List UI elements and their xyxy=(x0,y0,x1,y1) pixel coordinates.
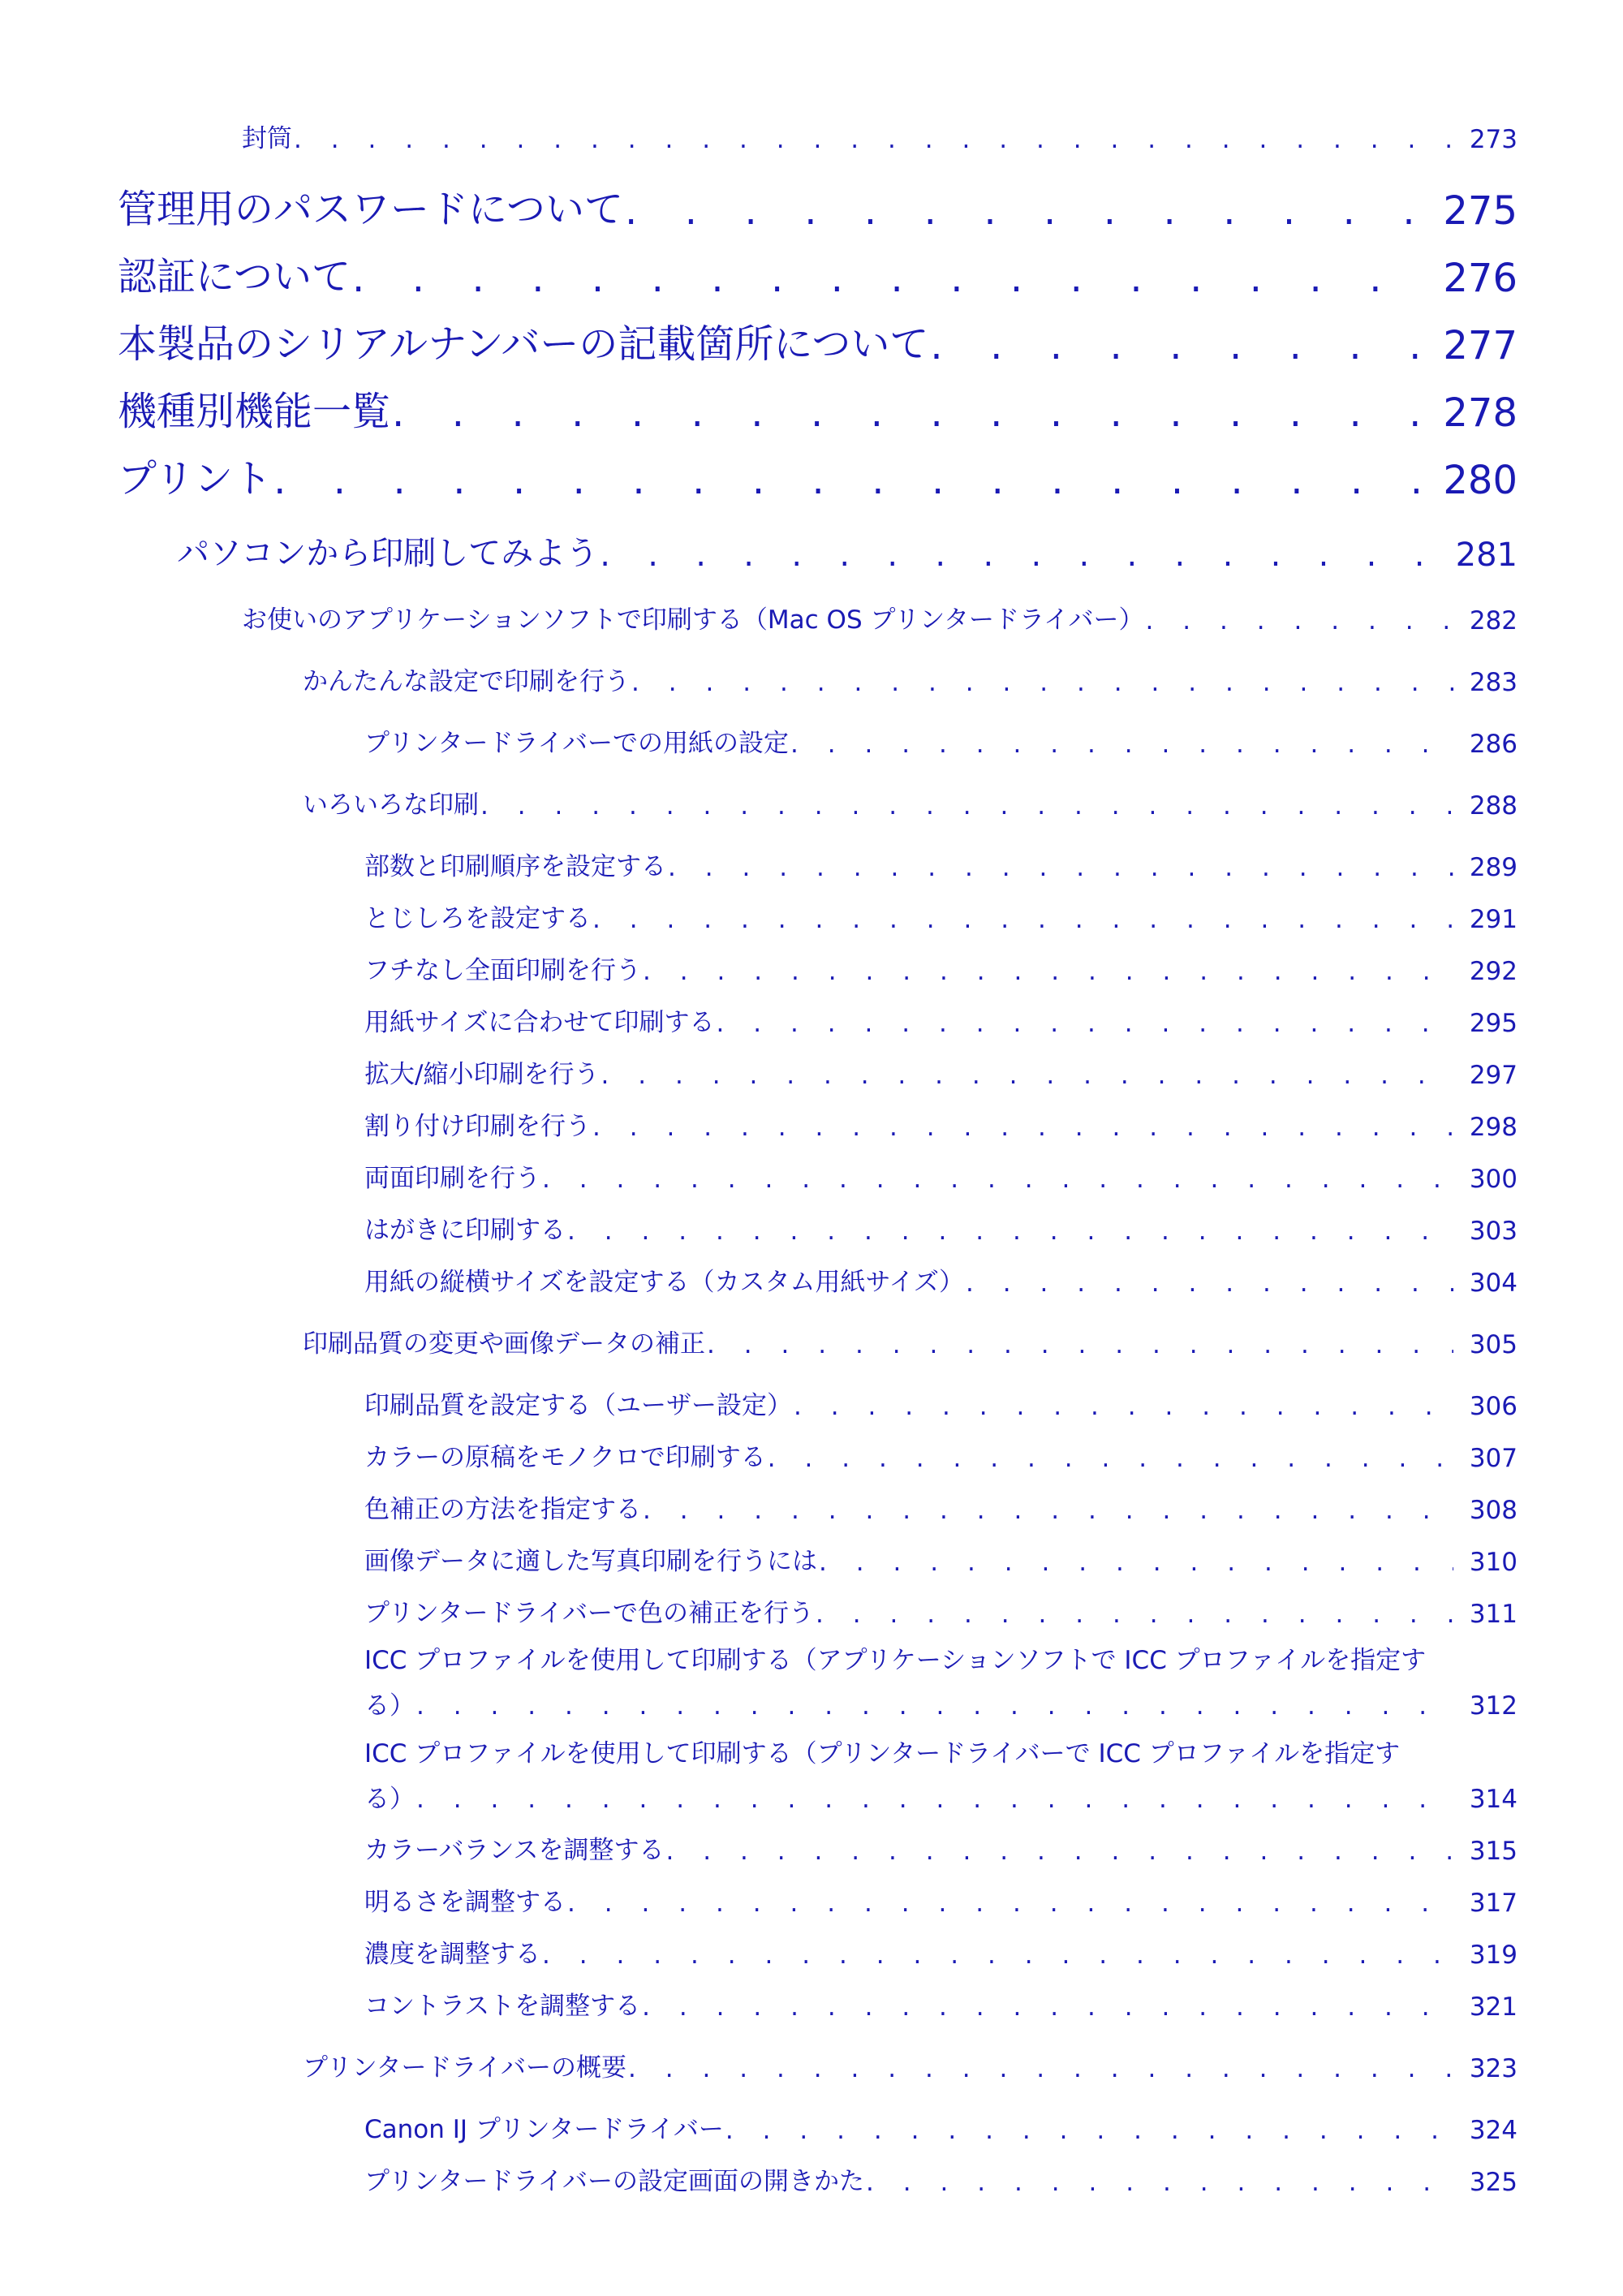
dot-leader xyxy=(601,1061,1453,1090)
toc-entry-title: 色補正の方法を指定する xyxy=(364,1495,641,1524)
toc-entry-title: 認証について xyxy=(118,254,351,299)
dot-leader xyxy=(790,730,1453,759)
toc-entry-title: 印刷品質を設定する（ユーザー設定） xyxy=(364,1391,792,1420)
toc-entry-density[interactable] xyxy=(364,1936,1518,1970)
toc-entry-title: 管理用のパスワードについて xyxy=(118,187,624,232)
toc-page-number: 276 xyxy=(1443,256,1518,301)
toc-entry-title: 機種別機能一覧 xyxy=(118,389,391,434)
toc-entry-borderless[interactable] xyxy=(364,952,1518,986)
toc-page-number: 288 xyxy=(1469,791,1518,821)
dot-leader xyxy=(416,1683,1453,1729)
toc-entry-fit-to-page[interactable] xyxy=(364,1004,1518,1038)
toc-page-number: 273 xyxy=(1469,125,1518,154)
dot-leader xyxy=(643,957,1453,986)
toc-entry-driver-color-correction[interactable] xyxy=(364,1595,1518,1629)
toc-entry-stapling-margin[interactable] xyxy=(364,900,1518,934)
toc-entry-title: 濃度を調整する xyxy=(364,1940,540,1969)
dot-leader xyxy=(717,1009,1453,1038)
dot-leader xyxy=(966,1269,1453,1298)
toc-entry-page-layout[interactable] xyxy=(364,1108,1518,1142)
dot-leader xyxy=(794,1392,1453,1421)
toc-entry-title: プリンタードライバーでの用紙の設定 xyxy=(364,729,789,758)
toc-entry-title-line1: ICC プロファイルを使用して印刷する（プリンタードライバーで ICC プロファイルを指定す xyxy=(364,1739,1401,1768)
dot-leader xyxy=(294,125,1453,154)
toc-entry-title: 用紙の縦横サイズを設定する（カスタム用紙サイズ） xyxy=(364,1268,965,1297)
toc-entry-title: 拡大/縮小印刷を行う xyxy=(364,1060,600,1089)
toc-entry-title: 画像データに適した写真印刷を行うには xyxy=(364,1547,817,1576)
toc-page-number: 277 xyxy=(1443,323,1518,368)
dot-leader xyxy=(643,1496,1453,1525)
toc-entry-title: パソコンから印刷してみよう xyxy=(177,535,599,572)
dot-leader xyxy=(628,2054,1453,2083)
dot-leader xyxy=(542,1165,1453,1194)
toc-entry-title: とじしろを設定する xyxy=(364,904,591,933)
toc-page-number: 280 xyxy=(1443,458,1518,503)
toc-entry-print-from-app-mac[interactable] xyxy=(242,601,1518,635)
toc-entry-title-line2: る） xyxy=(364,1785,415,1814)
toc-entry-icc-app[interactable] xyxy=(364,1638,1518,1729)
toc-page-number: 300 xyxy=(1469,1165,1518,1194)
dot-leader xyxy=(480,791,1453,821)
toc-entry-title: プリンタードライバーの設定画面の開きかた xyxy=(364,2167,864,2196)
toc-entry-title: 割り付け印刷を行う xyxy=(364,1112,591,1141)
dot-leader xyxy=(768,1444,1453,1473)
toc-entry-photo-printing[interactable] xyxy=(364,1543,1518,1577)
toc-entry-title: 封筒 xyxy=(242,124,292,153)
toc-page-number: 289 xyxy=(1469,853,1518,882)
toc-entry-paper-settings[interactable] xyxy=(364,725,1518,759)
dot-leader xyxy=(416,1777,1453,1822)
toc-page-number: 310 xyxy=(1469,1548,1518,1577)
toc-entry-print[interactable] xyxy=(118,453,1518,503)
toc-page-number: 307 xyxy=(1469,1444,1518,1473)
dot-leader xyxy=(668,853,1453,882)
toc-entry-scaled-printing[interactable] xyxy=(364,1056,1518,1090)
dot-leader xyxy=(816,1600,1453,1629)
dot-leader xyxy=(567,1217,1453,1246)
dot-leader xyxy=(666,1837,1453,1866)
toc-entry-color-balance[interactable] xyxy=(364,1832,1518,1866)
toc-page-number: 325 xyxy=(1469,2168,1518,2197)
dot-leader xyxy=(631,668,1453,697)
toc-entry-title: カラーの原稿をモノクロで印刷する xyxy=(364,1443,766,1472)
dot-leader xyxy=(273,458,1427,503)
toc-entry-simple-setup[interactable] xyxy=(303,663,1518,697)
toc-entry-brightness[interactable] xyxy=(364,1884,1518,1918)
toc-page-number: 303 xyxy=(1469,1217,1518,1246)
toc-entry-title: かんたんな設定で印刷を行う xyxy=(303,667,630,696)
toc-entry-line2 xyxy=(364,1683,1518,1729)
toc-entry-quality-correction[interactable] xyxy=(303,1325,1518,1359)
dot-leader xyxy=(600,536,1439,574)
toc-entry-admin-password[interactable] xyxy=(118,183,1518,234)
toc-page-number: 314 xyxy=(1469,1785,1518,1814)
toc-entry-print-from-computer[interactable] xyxy=(177,530,1518,574)
toc-entry-title: プリンタードライバーで色の補正を行う xyxy=(364,1599,814,1628)
toc-page-number: 319 xyxy=(1469,1941,1518,1970)
toc-entry-title: Canon IJ プリンタードライバー xyxy=(364,2115,724,2144)
toc-page-number: 295 xyxy=(1469,1009,1518,1038)
toc-page-number: 321 xyxy=(1469,1992,1518,2022)
toc-page-number: 292 xyxy=(1469,957,1518,986)
toc-entry-title: プリント xyxy=(118,456,273,502)
toc-entry-title-line2: る） xyxy=(364,1691,415,1721)
toc-entry-grayscale[interactable] xyxy=(364,1439,1518,1473)
dot-leader xyxy=(642,1992,1453,2022)
toc-entry-quality-custom[interactable] xyxy=(364,1387,1518,1421)
toc-page-number: 317 xyxy=(1469,1889,1518,1918)
toc-entry-duplex[interactable] xyxy=(364,1160,1518,1194)
toc-page-number: 275 xyxy=(1443,188,1518,234)
toc-page-number: 291 xyxy=(1469,905,1518,934)
toc-entry-custom-paper-size[interactable] xyxy=(364,1264,1518,1298)
toc-page-number: 282 xyxy=(1469,606,1518,635)
toc-page-number: 278 xyxy=(1443,390,1518,436)
toc-entry-copies-order[interactable] xyxy=(364,848,1518,882)
toc-entry-model-features[interactable] xyxy=(118,386,1518,436)
dot-leader xyxy=(725,2116,1453,2145)
toc-page-number: 283 xyxy=(1469,668,1518,697)
toc-entry-title: 印刷品質の変更や画像データの補正 xyxy=(303,1329,705,1359)
toc-entry-open-driver-settings[interactable] xyxy=(364,2163,1518,2197)
dot-leader xyxy=(707,1330,1453,1359)
toc-page-number: 298 xyxy=(1469,1113,1518,1142)
dot-leader xyxy=(392,390,1427,436)
toc-entry-title: はがきに印刷する xyxy=(364,1216,566,1245)
toc-entry-title: カラーバランスを調整する xyxy=(364,1836,665,1865)
dot-leader xyxy=(567,1889,1453,1918)
dot-leader xyxy=(819,1548,1453,1577)
toc-page-number: 312 xyxy=(1469,1691,1518,1721)
toc-entry-title: プリンタードライバーの概要 xyxy=(303,2053,626,2083)
dot-leader xyxy=(930,323,1427,368)
toc-entry-title: いろいろな印刷 xyxy=(303,790,479,820)
toc-page-number: 306 xyxy=(1469,1392,1518,1421)
dot-leader xyxy=(352,256,1427,301)
toc-entry-color-correction-method[interactable] xyxy=(364,1491,1518,1525)
toc-entry-title: 用紙サイズに合わせて印刷する xyxy=(364,1008,715,1037)
dot-leader xyxy=(592,905,1453,934)
dot-leader xyxy=(1145,606,1453,635)
toc-entry-title: 本製品のシリアルナンバーの記載箇所について xyxy=(118,321,929,367)
dot-leader xyxy=(542,1941,1453,1970)
toc-entry-icc-driver[interactable] xyxy=(364,1731,1518,1822)
toc-entry-title: 部数と印刷順序を設定する xyxy=(364,852,666,881)
toc-entry-title: フチなし全面印刷を行う xyxy=(364,956,641,985)
toc-entry-driver-overview[interactable] xyxy=(303,2049,1518,2083)
toc-page-number: 305 xyxy=(1469,1330,1518,1359)
toc-entry-title: 明るさを調整する xyxy=(364,1888,566,1917)
toc-entry-serial-number[interactable] xyxy=(118,318,1518,368)
toc-page-number: 308 xyxy=(1469,1496,1518,1525)
toc-page-number: 297 xyxy=(1469,1061,1518,1090)
toc-entry-canon-ij-driver[interactable] xyxy=(364,2111,1518,2145)
toc-page-number: 286 xyxy=(1469,730,1518,759)
toc-entry-line2 xyxy=(364,1777,1518,1822)
toc-entry-title-line1: ICC プロファイルを使用して印刷する（アプリケーションソフトで ICC プロファイルを指定す xyxy=(364,1646,1427,1675)
toc-page-number: 311 xyxy=(1469,1600,1518,1629)
toc-page-number: 323 xyxy=(1469,2054,1518,2083)
toc-entry-title: お使いのアプリケーションソフトで印刷する（Mac OS プリンタードライバー） xyxy=(242,605,1144,635)
toc-page-number: 304 xyxy=(1469,1269,1518,1298)
toc-page-number: 315 xyxy=(1469,1837,1518,1866)
dot-leader xyxy=(625,188,1427,234)
toc-entry-postcard[interactable] xyxy=(364,1212,1518,1246)
toc-entry-various-printing[interactable] xyxy=(303,786,1518,821)
toc-entry-title: 両面印刷を行う xyxy=(364,1164,540,1193)
toc-page-number: 281 xyxy=(1455,536,1518,574)
dot-leader xyxy=(592,1113,1453,1142)
toc-entry-contrast[interactable] xyxy=(364,1988,1518,2022)
toc-entry-envelope[interactable] xyxy=(242,120,1518,154)
toc-entry-authentication[interactable] xyxy=(118,251,1518,301)
toc-entry-title: コントラストを調整する xyxy=(364,1992,641,2021)
toc-page-number: 324 xyxy=(1469,2116,1518,2145)
dot-leader xyxy=(866,2168,1453,2197)
